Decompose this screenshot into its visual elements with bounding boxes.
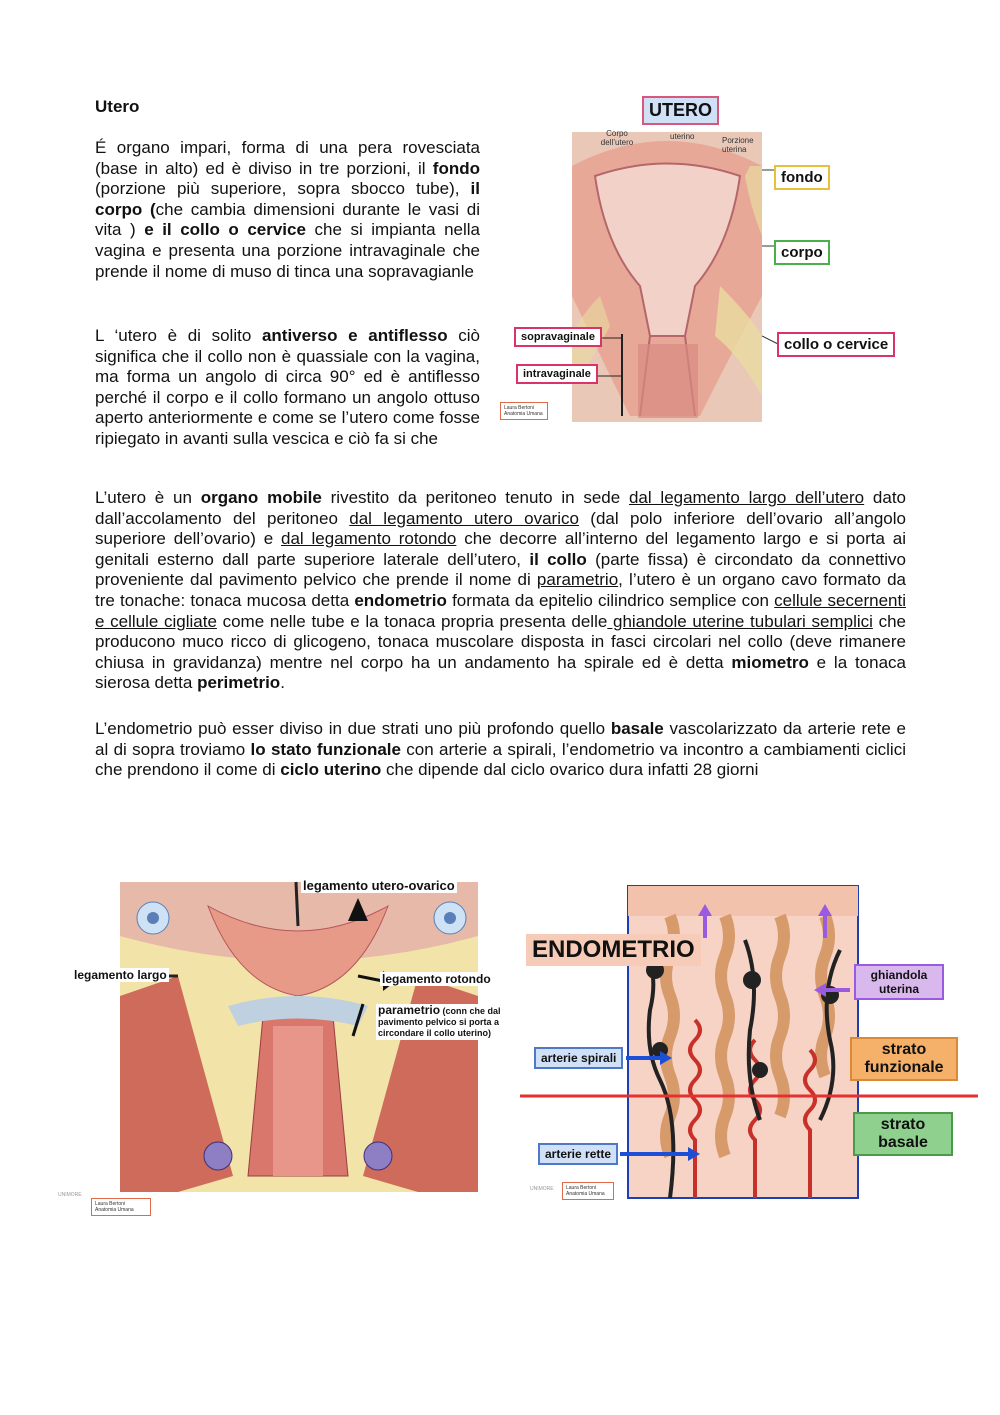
credit-fig1: Laura Bertoni Anatomia Umana [500,402,548,420]
label-sopravaginale: sopravaginale [514,327,602,347]
logo-unimore-fig3: UNIMORE [530,1186,554,1192]
logo-unimore-fig2: UNIMORE [58,1192,82,1198]
label-uterino: uterino [670,132,695,141]
label-legamento-largo: legamento largo [74,968,167,982]
label-ghiandola-uterina: ghiandola uterina [854,964,944,1000]
label-corpo: corpo [774,240,830,265]
label-intravaginale: intravaginale [516,364,598,384]
endometrio-title: ENDOMETRIO [526,934,701,966]
label-collo-cervice: collo o cervice [777,332,895,357]
figure-legamenti [58,876,518,1221]
label-strato-funzionale: strato funzionale [850,1037,958,1081]
credit-fig2: Laura Bertoni Anatomia Umana [91,1198,151,1216]
label-strato-basale: strato basale [853,1112,953,1156]
pelvis-illustration [58,876,518,1221]
utero-title: UTERO [642,96,719,125]
label-arterie-spirali: arterie spirali [534,1047,623,1069]
figure-endometrio [520,880,980,1205]
label-parametrio: parametrio (conn che dal pavimento pelvico si porta a circondare il collo uterino) [376,1004,520,1040]
label-legamento-rotondo: legamento rotondo [382,972,491,986]
label-legamento-utero-ovarico: legamento utero-ovarico [303,878,455,893]
label-fondo: fondo [774,165,830,190]
page-title: Utero [95,97,140,116]
paragraph-endometrio: L’endometrio può esser diviso in due strati uno più profondo quello basale vascolarizzato da arterie rete e al di sopra troviamo lo stato funzionale con arterie a spirali, l’endometrio va incontro a cambiamenti ciclici che prendono il come di ciclo uterino che dipende dal ciclo ovarico dura infatti 28 giorni [95,719,907,780]
paragraph-antiverso: L ‘utero è di solito antiverso e antiflesso ciò significa che il collo non è quassiale con la vagina, ma forma un angolo di circa 90° ed è antiflesso perché il corpo e il collo formano un angolo ottuso aperto anteriormente e come se l’utero come fosse ripiegato in avanti sulla vescica e ciò fa si che [95,326,480,448]
label-arterie-rette: arterie rette [538,1143,618,1165]
credit-fig3: Laura Bertoni Anatomia Umana [562,1182,614,1200]
paragraph-organo-mobile: L’utero è un organo mobile rivestito da peritoneo tenuto in sede dal legamento largo dell’utero dato dall’accolamento del peritoneo dal legamento utero ovarico (dal polo inferiore dell’ovario all’angolo superiore dell’ovario) e dal legamento rotondo che decorre all’interno del legamento largo e si porta ai genitali esterno dall parte superiore laterale dell’utero, il collo (parte fissa) è circondato da connettivo proveniente dal pavimento pelvico che prende il nome di parametrio, l’utero è un organo cavo formato da tre tonache: tonaca mucosa detta endometrio formata da epitelio cilindrico semplice con cellule secernenti e cellule cigliate come nelle tube e la tonaca propria presenta delle ghiandole uterine tubulari semplici che producono muco ricco di glicogeno, tonaca muscolare disposta in fasci circolari nel collo (deve rimanere chiusa in gravidanza) mentre nel corpo ha un andamento ha spirale ed è detta miometro e la tonaca sierosa detta perimetrio. [95,488,907,693]
label-corpo-utero: Corpo dell’utero [600,129,634,147]
paragraph-uterus-shape: É organo impari, forma di una pera rovesciata (base in alto) ed è diviso in tre porzioni, il fondo (porzione più superiore, sopra sbocco tube), il corpo (che cambia dimensioni durante le vasi di vita ) e il collo o cervice che si impianta nella vagina e presenta una porzione intravaginale che prende il nome di muso di tinca una sopravagianle [95,138,480,281]
figure-utero [500,96,910,426]
label-porzione-uterina: Porzione uterina [722,136,754,154]
